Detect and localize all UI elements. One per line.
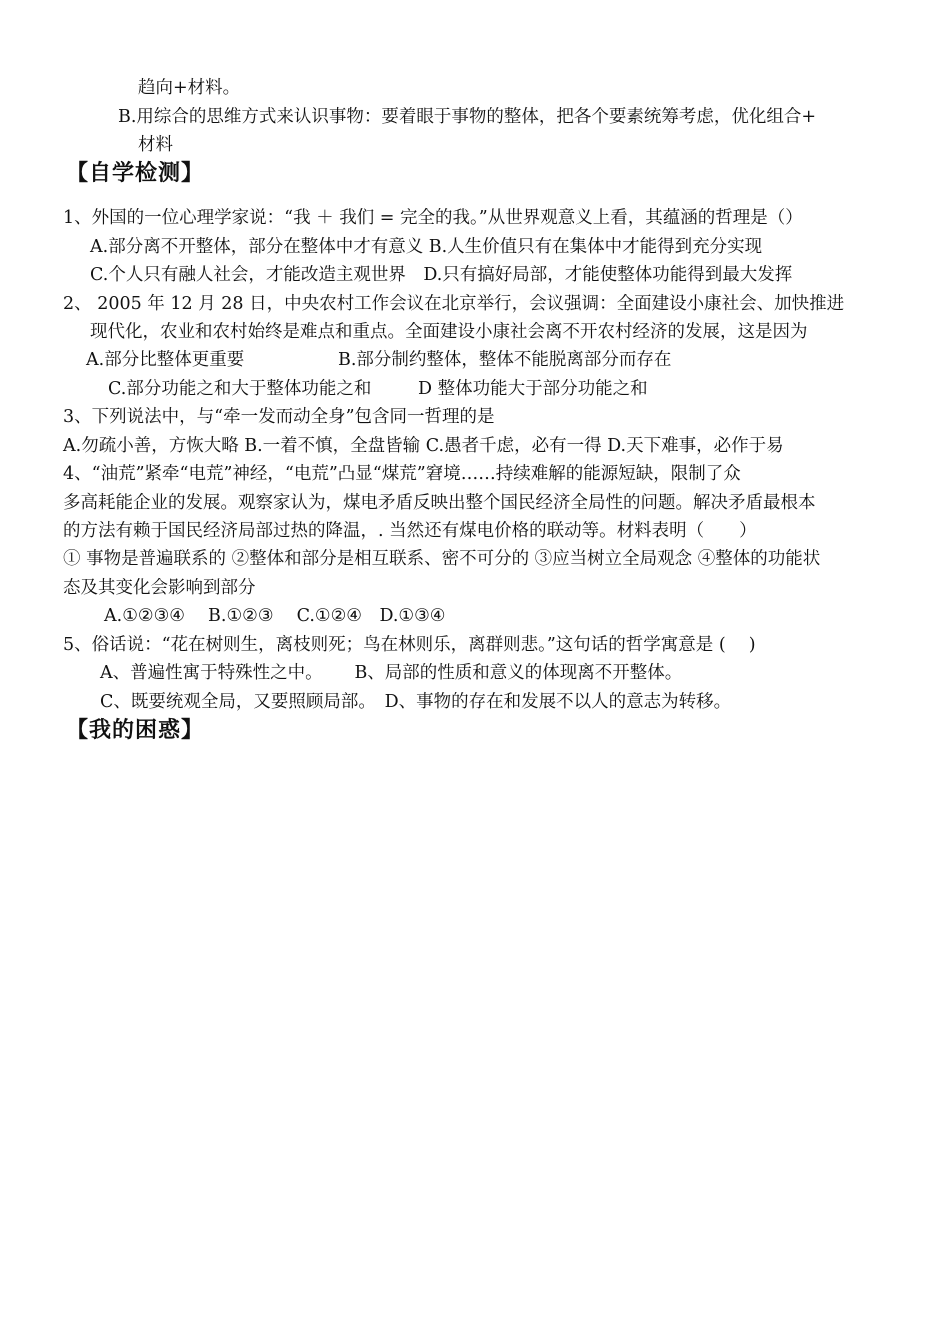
q4-options: A.①②③④ B.①②③ C.①②④ D.①③④ (104, 606, 446, 626)
q2-option-d: D 整体功能大于部分功能之和 (418, 379, 648, 399)
q5-stem: 5、俗话说：“花在树则生，离枝则死；鸟在林则乐，离群则悲。”这句话的哲学寓意是 ( ) (63, 635, 756, 655)
q4-line-3: 的方法有赖于国民经济局部过热的降温，. 当然还有煤电价格的联动等。材料表明（ ） (63, 521, 757, 541)
q5-options-cd: C、既要统观全局，又要照顾局部。 D、事物的存在和发展不以人的意志为转移。 (100, 692, 732, 712)
q2-option-a: A.部分比整体更重要 (86, 350, 245, 370)
q4-line-1: 4、“油荒”紧牵“电荒”神经，“电荒”凸显“煤荒”窘境……持续难解的能源短缺，限制了众 (63, 464, 741, 484)
q4-line-4: ① 事物是普遍联系的 ②整体和部分是相互联系、密不可分的 ③应当树立全局观念 ④整体的功能状 (63, 549, 821, 569)
q1-stem: 1、外国的一位心理学家说：“我 ＋ 我们 = 完全的我。”从世界观意义上看，其蕴涵的哲理是（） (63, 208, 803, 228)
intro-line-3: 材料 (138, 135, 173, 155)
q3-options: A.勿疏小善，方恢大略 B.一着不慎，全盘皆输 C.愚者千虑，必有一得 D.天下难事，必作于易 (63, 436, 784, 456)
q4-line-2: 多高耗能企业的发展。观察家认为，煤电矛盾反映出整个国民经济全局性的问题。解决矛盾最根本 (63, 493, 816, 513)
q1-options-cd: C.个人只有融人社会，才能改造主观世界 D.只有搞好局部，才能使整体功能得到最大发挥 (90, 265, 793, 285)
q2-stem-line-2: 现代化，农业和农村始终是难点和重点。全面建设小康社会离不开农村经济的发展，这是因为 (90, 322, 808, 342)
q2-stem-line-1: 2、 2005 年 12 月 28 日，中央农村工作会议在北京举行，会议强调：全面建设小康社会、加快推进 (63, 294, 845, 314)
q4-line-5: 态及其变化会影响到部分 (63, 578, 256, 598)
q1-options-ab: A.部分离不开整体，部分在整体中才有意义 B.人生价值只有在集体中才能得到充分实现 (90, 237, 763, 257)
intro-line-2: B.用综合的思维方式来认识事物：要着眼于事物的整体，把各个要素统筹考虑，优化组合+ (118, 107, 817, 127)
section-heading-self-test: 【自学检测】 (66, 161, 205, 186)
q2-option-b: B.部分制约整体，整体不能脱离部分而存在 (338, 350, 672, 370)
q2-option-c: C.部分功能之和大于整体功能之和 (108, 379, 372, 399)
q5-options-ab: A、普遍性寓于特殊性之中。 B、局部的性质和意义的体现离不开整体。 (100, 663, 683, 683)
q3-stem: 3、下列说法中，与“牵一发而动全身”包含同一哲理的是 (63, 407, 495, 427)
intro-line-1: 趋向+材料。 (138, 78, 241, 98)
section-heading-confusion: 【我的困惑】 (66, 718, 205, 743)
